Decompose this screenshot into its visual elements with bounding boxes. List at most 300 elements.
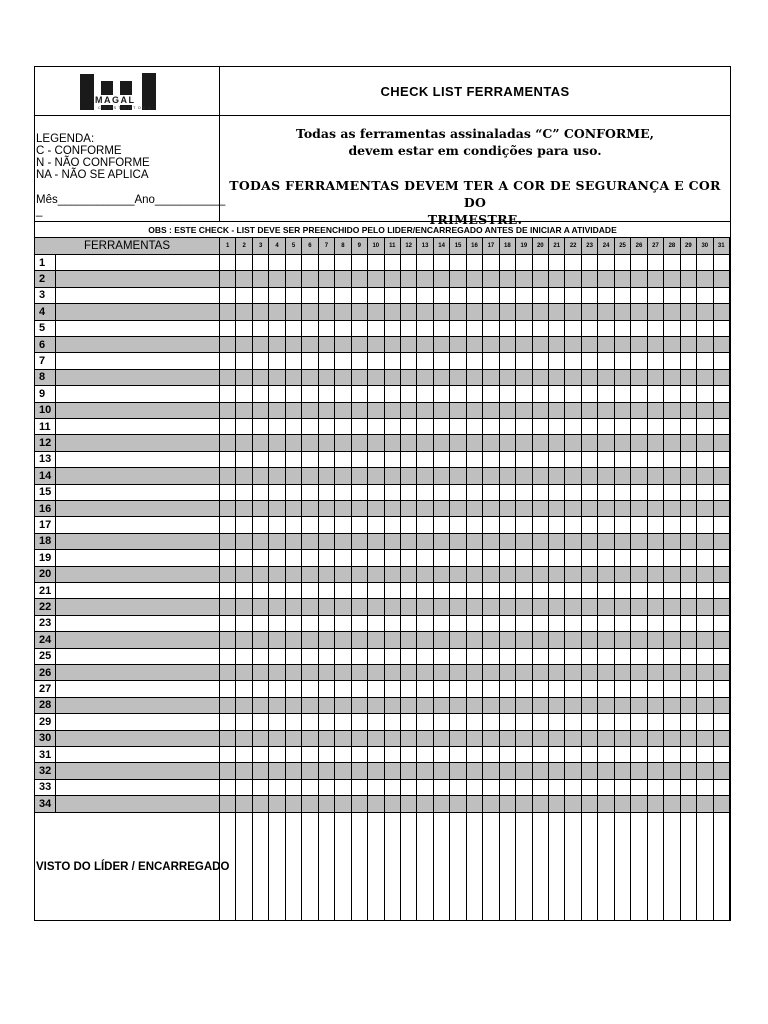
- day-check-cell[interactable]: [714, 353, 730, 368]
- day-check-cell[interactable]: [648, 550, 664, 565]
- day-check-cell[interactable]: [236, 698, 252, 713]
- tool-name-cell[interactable]: [56, 665, 220, 680]
- day-check-cell[interactable]: [500, 271, 516, 286]
- day-check-cell[interactable]: [450, 337, 466, 352]
- day-check-cell[interactable]: [302, 403, 318, 418]
- day-check-cell[interactable]: [335, 403, 351, 418]
- day-check-cell[interactable]: [302, 485, 318, 500]
- day-check-cell[interactable]: [417, 550, 433, 565]
- day-check-cell[interactable]: [401, 370, 417, 385]
- day-check-cell[interactable]: [582, 386, 598, 401]
- day-check-cell[interactable]: [319, 517, 335, 532]
- day-check-cell[interactable]: [335, 304, 351, 319]
- day-check-cell[interactable]: [516, 583, 532, 598]
- signature-cell[interactable]: [417, 812, 433, 921]
- day-check-cell[interactable]: [648, 796, 664, 811]
- day-check-cell[interactable]: [236, 796, 252, 811]
- day-check-cell[interactable]: [385, 517, 401, 532]
- day-check-cell[interactable]: [269, 632, 285, 647]
- day-check-cell[interactable]: [714, 681, 730, 696]
- day-check-cell[interactable]: [549, 485, 565, 500]
- day-check-cell[interactable]: [565, 665, 581, 680]
- day-check-cell[interactable]: [286, 419, 302, 434]
- day-check-cell[interactable]: [368, 763, 384, 778]
- signature-cell[interactable]: [697, 812, 713, 921]
- day-check-cell[interactable]: [582, 714, 598, 729]
- day-check-cell[interactable]: [631, 698, 647, 713]
- day-check-cell[interactable]: [714, 485, 730, 500]
- day-check-cell[interactable]: [697, 337, 713, 352]
- day-check-cell[interactable]: [681, 583, 697, 598]
- day-check-cell[interactable]: [483, 337, 499, 352]
- day-check-cell[interactable]: [450, 632, 466, 647]
- day-check-cell[interactable]: [302, 632, 318, 647]
- day-check-cell[interactable]: [697, 616, 713, 631]
- day-check-cell[interactable]: [269, 763, 285, 778]
- day-check-cell[interactable]: [450, 796, 466, 811]
- day-check-cell[interactable]: [648, 337, 664, 352]
- day-check-cell[interactable]: [385, 468, 401, 483]
- day-check-cell[interactable]: [565, 599, 581, 614]
- day-check-cell[interactable]: [500, 403, 516, 418]
- day-check-cell[interactable]: [368, 517, 384, 532]
- day-check-cell[interactable]: [220, 632, 236, 647]
- day-check-cell[interactable]: [319, 616, 335, 631]
- day-check-cell[interactable]: [401, 304, 417, 319]
- day-check-cell[interactable]: [368, 419, 384, 434]
- signature-cell[interactable]: [401, 812, 417, 921]
- day-check-cell[interactable]: [335, 501, 351, 516]
- day-check-cell[interactable]: [352, 321, 368, 336]
- day-check-cell[interactable]: [615, 255, 631, 270]
- day-check-cell[interactable]: [467, 632, 483, 647]
- day-check-cell[interactable]: [401, 271, 417, 286]
- day-check-cell[interactable]: [417, 698, 433, 713]
- day-check-cell[interactable]: [269, 731, 285, 746]
- day-check-cell[interactable]: [648, 681, 664, 696]
- day-check-cell[interactable]: [401, 255, 417, 270]
- day-check-cell[interactable]: [681, 501, 697, 516]
- day-check-cell[interactable]: [385, 370, 401, 385]
- day-check-cell[interactable]: [631, 468, 647, 483]
- day-check-cell[interactable]: [450, 567, 466, 582]
- day-check-cell[interactable]: [533, 599, 549, 614]
- tool-name-cell[interactable]: [56, 649, 220, 664]
- day-check-cell[interactable]: [664, 747, 680, 762]
- day-check-cell[interactable]: [549, 501, 565, 516]
- day-check-cell[interactable]: [631, 649, 647, 664]
- day-check-cell[interactable]: [335, 337, 351, 352]
- tool-name-cell[interactable]: [56, 271, 220, 286]
- day-check-cell[interactable]: [631, 780, 647, 795]
- day-check-cell[interactable]: [598, 468, 614, 483]
- day-check-cell[interactable]: [516, 271, 532, 286]
- day-check-cell[interactable]: [302, 550, 318, 565]
- day-check-cell[interactable]: [385, 665, 401, 680]
- day-check-cell[interactable]: [565, 370, 581, 385]
- day-check-cell[interactable]: [253, 616, 269, 631]
- day-check-cell[interactable]: [648, 599, 664, 614]
- day-check-cell[interactable]: [417, 599, 433, 614]
- day-check-cell[interactable]: [302, 255, 318, 270]
- day-check-cell[interactable]: [417, 386, 433, 401]
- day-check-cell[interactable]: [533, 649, 549, 664]
- day-check-cell[interactable]: [565, 271, 581, 286]
- day-check-cell[interactable]: [631, 599, 647, 614]
- day-check-cell[interactable]: [286, 550, 302, 565]
- day-check-cell[interactable]: [681, 468, 697, 483]
- day-check-cell[interactable]: [450, 353, 466, 368]
- day-check-cell[interactable]: [335, 468, 351, 483]
- day-check-cell[interactable]: [385, 321, 401, 336]
- day-check-cell[interactable]: [631, 485, 647, 500]
- day-check-cell[interactable]: [648, 321, 664, 336]
- day-check-cell[interactable]: [417, 534, 433, 549]
- signature-cell[interactable]: [220, 812, 236, 921]
- day-check-cell[interactable]: [483, 698, 499, 713]
- day-check-cell[interactable]: [450, 698, 466, 713]
- day-check-cell[interactable]: [533, 763, 549, 778]
- day-check-cell[interactable]: [368, 616, 384, 631]
- day-check-cell[interactable]: [549, 452, 565, 467]
- day-check-cell[interactable]: [631, 370, 647, 385]
- day-check-cell[interactable]: [269, 665, 285, 680]
- day-check-cell[interactable]: [335, 583, 351, 598]
- day-check-cell[interactable]: [385, 419, 401, 434]
- day-check-cell[interactable]: [434, 403, 450, 418]
- day-check-cell[interactable]: [352, 567, 368, 582]
- day-check-cell[interactable]: [500, 698, 516, 713]
- day-check-cell[interactable]: [269, 681, 285, 696]
- day-check-cell[interactable]: [697, 567, 713, 582]
- signature-cell[interactable]: [533, 812, 549, 921]
- day-check-cell[interactable]: [483, 583, 499, 598]
- day-check-cell[interactable]: [500, 583, 516, 598]
- day-check-cell[interactable]: [500, 681, 516, 696]
- day-check-cell[interactable]: [385, 731, 401, 746]
- day-check-cell[interactable]: [401, 632, 417, 647]
- day-check-cell[interactable]: [417, 403, 433, 418]
- day-check-cell[interactable]: [681, 567, 697, 582]
- day-check-cell[interactable]: [236, 780, 252, 795]
- day-check-cell[interactable]: [598, 681, 614, 696]
- day-check-cell[interactable]: [352, 271, 368, 286]
- day-check-cell[interactable]: [352, 485, 368, 500]
- day-check-cell[interactable]: [385, 780, 401, 795]
- day-check-cell[interactable]: [615, 271, 631, 286]
- day-check-cell[interactable]: [664, 567, 680, 582]
- day-check-cell[interactable]: [697, 304, 713, 319]
- day-check-cell[interactable]: [631, 452, 647, 467]
- day-check-cell[interactable]: [516, 665, 532, 680]
- day-check-cell[interactable]: [582, 517, 598, 532]
- day-check-cell[interactable]: [681, 288, 697, 303]
- day-check-cell[interactable]: [401, 747, 417, 762]
- day-check-cell[interactable]: [697, 714, 713, 729]
- day-check-cell[interactable]: [417, 517, 433, 532]
- day-check-cell[interactable]: [664, 796, 680, 811]
- day-check-cell[interactable]: [631, 419, 647, 434]
- day-check-cell[interactable]: [269, 583, 285, 598]
- day-check-cell[interactable]: [714, 321, 730, 336]
- day-check-cell[interactable]: [236, 731, 252, 746]
- tool-name-cell[interactable]: [56, 403, 220, 418]
- day-check-cell[interactable]: [533, 698, 549, 713]
- day-check-cell[interactable]: [483, 452, 499, 467]
- day-check-cell[interactable]: [598, 763, 614, 778]
- day-check-cell[interactable]: [714, 599, 730, 614]
- day-check-cell[interactable]: [565, 353, 581, 368]
- day-check-cell[interactable]: [368, 288, 384, 303]
- day-check-cell[interactable]: [352, 386, 368, 401]
- day-check-cell[interactable]: [582, 665, 598, 680]
- day-check-cell[interactable]: [368, 435, 384, 450]
- day-check-cell[interactable]: [648, 665, 664, 680]
- day-check-cell[interactable]: [368, 304, 384, 319]
- day-check-cell[interactable]: [714, 452, 730, 467]
- day-check-cell[interactable]: [483, 419, 499, 434]
- day-check-cell[interactable]: [385, 501, 401, 516]
- day-check-cell[interactable]: [450, 386, 466, 401]
- day-check-cell[interactable]: [714, 763, 730, 778]
- day-check-cell[interactable]: [385, 583, 401, 598]
- day-check-cell[interactable]: [483, 796, 499, 811]
- day-check-cell[interactable]: [319, 796, 335, 811]
- day-check-cell[interactable]: [483, 403, 499, 418]
- day-check-cell[interactable]: [417, 271, 433, 286]
- day-check-cell[interactable]: [269, 255, 285, 270]
- day-check-cell[interactable]: [220, 435, 236, 450]
- day-check-cell[interactable]: [483, 681, 499, 696]
- day-check-cell[interactable]: [483, 353, 499, 368]
- day-check-cell[interactable]: [631, 353, 647, 368]
- day-check-cell[interactable]: [681, 534, 697, 549]
- day-check-cell[interactable]: [253, 567, 269, 582]
- day-check-cell[interactable]: [417, 337, 433, 352]
- day-check-cell[interactable]: [352, 714, 368, 729]
- day-check-cell[interactable]: [598, 517, 614, 532]
- signature-cell[interactable]: [714, 812, 730, 921]
- day-check-cell[interactable]: [533, 370, 549, 385]
- day-check-cell[interactable]: [269, 271, 285, 286]
- day-check-cell[interactable]: [335, 435, 351, 450]
- day-check-cell[interactable]: [401, 534, 417, 549]
- day-check-cell[interactable]: [697, 386, 713, 401]
- day-check-cell[interactable]: [319, 501, 335, 516]
- day-check-cell[interactable]: [269, 321, 285, 336]
- day-check-cell[interactable]: [450, 599, 466, 614]
- day-check-cell[interactable]: [648, 616, 664, 631]
- day-check-cell[interactable]: [681, 321, 697, 336]
- day-check-cell[interactable]: [434, 386, 450, 401]
- day-check-cell[interactable]: [434, 452, 450, 467]
- day-check-cell[interactable]: [615, 501, 631, 516]
- day-check-cell[interactable]: [401, 337, 417, 352]
- day-check-cell[interactable]: [516, 534, 532, 549]
- day-check-cell[interactable]: [467, 583, 483, 598]
- day-check-cell[interactable]: [615, 763, 631, 778]
- day-check-cell[interactable]: [368, 353, 384, 368]
- day-check-cell[interactable]: [467, 550, 483, 565]
- day-check-cell[interactable]: [368, 649, 384, 664]
- day-check-cell[interactable]: [417, 714, 433, 729]
- day-check-cell[interactable]: [533, 616, 549, 631]
- day-check-cell[interactable]: [648, 747, 664, 762]
- day-check-cell[interactable]: [220, 616, 236, 631]
- day-check-cell[interactable]: [664, 731, 680, 746]
- day-check-cell[interactable]: [401, 599, 417, 614]
- day-check-cell[interactable]: [253, 321, 269, 336]
- day-check-cell[interactable]: [417, 583, 433, 598]
- day-check-cell[interactable]: [401, 698, 417, 713]
- day-check-cell[interactable]: [417, 501, 433, 516]
- day-check-cell[interactable]: [385, 452, 401, 467]
- day-check-cell[interactable]: [615, 616, 631, 631]
- day-check-cell[interactable]: [565, 501, 581, 516]
- day-check-cell[interactable]: [598, 337, 614, 352]
- day-check-cell[interactable]: [549, 255, 565, 270]
- day-check-cell[interactable]: [533, 271, 549, 286]
- day-check-cell[interactable]: [631, 321, 647, 336]
- day-check-cell[interactable]: [269, 501, 285, 516]
- day-check-cell[interactable]: [352, 370, 368, 385]
- day-check-cell[interactable]: [467, 304, 483, 319]
- day-check-cell[interactable]: [516, 747, 532, 762]
- day-check-cell[interactable]: [615, 517, 631, 532]
- day-check-cell[interactable]: [385, 403, 401, 418]
- day-check-cell[interactable]: [385, 763, 401, 778]
- day-check-cell[interactable]: [368, 567, 384, 582]
- day-check-cell[interactable]: [368, 599, 384, 614]
- day-check-cell[interactable]: [335, 255, 351, 270]
- day-check-cell[interactable]: [319, 370, 335, 385]
- day-check-cell[interactable]: [269, 353, 285, 368]
- day-check-cell[interactable]: [664, 534, 680, 549]
- day-check-cell[interactable]: [450, 485, 466, 500]
- day-check-cell[interactable]: [220, 534, 236, 549]
- day-check-cell[interactable]: [269, 714, 285, 729]
- day-check-cell[interactable]: [615, 599, 631, 614]
- day-check-cell[interactable]: [500, 550, 516, 565]
- day-check-cell[interactable]: [401, 386, 417, 401]
- day-check-cell[interactable]: [319, 731, 335, 746]
- day-check-cell[interactable]: [253, 599, 269, 614]
- tool-name-cell[interactable]: [56, 501, 220, 516]
- day-check-cell[interactable]: [516, 550, 532, 565]
- day-check-cell[interactable]: [450, 763, 466, 778]
- signature-cell[interactable]: [450, 812, 466, 921]
- day-check-cell[interactable]: [467, 517, 483, 532]
- day-check-cell[interactable]: [615, 370, 631, 385]
- day-check-cell[interactable]: [253, 337, 269, 352]
- tool-name-cell[interactable]: [56, 468, 220, 483]
- day-check-cell[interactable]: [385, 304, 401, 319]
- day-check-cell[interactable]: [401, 288, 417, 303]
- tool-name-cell[interactable]: [56, 747, 220, 762]
- day-check-cell[interactable]: [302, 304, 318, 319]
- day-check-cell[interactable]: [697, 681, 713, 696]
- tool-name-cell[interactable]: [56, 419, 220, 434]
- day-check-cell[interactable]: [450, 271, 466, 286]
- day-check-cell[interactable]: [450, 583, 466, 598]
- day-check-cell[interactable]: [664, 452, 680, 467]
- day-check-cell[interactable]: [269, 370, 285, 385]
- day-check-cell[interactable]: [565, 517, 581, 532]
- day-check-cell[interactable]: [434, 468, 450, 483]
- day-check-cell[interactable]: [352, 681, 368, 696]
- day-check-cell[interactable]: [302, 731, 318, 746]
- day-check-cell[interactable]: [681, 337, 697, 352]
- day-check-cell[interactable]: [516, 517, 532, 532]
- day-check-cell[interactable]: [598, 698, 614, 713]
- day-check-cell[interactable]: [401, 468, 417, 483]
- day-check-cell[interactable]: [286, 567, 302, 582]
- day-check-cell[interactable]: [236, 681, 252, 696]
- day-check-cell[interactable]: [533, 747, 549, 762]
- day-check-cell[interactable]: [220, 271, 236, 286]
- tool-name-cell[interactable]: [56, 796, 220, 811]
- day-check-cell[interactable]: [401, 731, 417, 746]
- day-check-cell[interactable]: [598, 567, 614, 582]
- day-check-cell[interactable]: [565, 321, 581, 336]
- day-check-cell[interactable]: [648, 780, 664, 795]
- day-check-cell[interactable]: [319, 632, 335, 647]
- day-check-cell[interactable]: [319, 288, 335, 303]
- day-check-cell[interactable]: [335, 747, 351, 762]
- day-check-cell[interactable]: [648, 698, 664, 713]
- day-check-cell[interactable]: [598, 616, 614, 631]
- day-check-cell[interactable]: [500, 353, 516, 368]
- signature-cell[interactable]: [500, 812, 516, 921]
- day-check-cell[interactable]: [319, 485, 335, 500]
- day-check-cell[interactable]: [352, 419, 368, 434]
- day-check-cell[interactable]: [352, 632, 368, 647]
- day-check-cell[interactable]: [401, 321, 417, 336]
- day-check-cell[interactable]: [582, 255, 598, 270]
- day-check-cell[interactable]: [352, 698, 368, 713]
- day-check-cell[interactable]: [269, 452, 285, 467]
- day-check-cell[interactable]: [483, 731, 499, 746]
- day-check-cell[interactable]: [648, 288, 664, 303]
- day-check-cell[interactable]: [253, 288, 269, 303]
- day-check-cell[interactable]: [697, 550, 713, 565]
- day-check-cell[interactable]: [664, 583, 680, 598]
- day-check-cell[interactable]: [615, 452, 631, 467]
- day-check-cell[interactable]: [467, 665, 483, 680]
- day-check-cell[interactable]: [467, 763, 483, 778]
- day-check-cell[interactable]: [681, 632, 697, 647]
- day-check-cell[interactable]: [714, 583, 730, 598]
- day-check-cell[interactable]: [286, 468, 302, 483]
- day-check-cell[interactable]: [697, 501, 713, 516]
- day-check-cell[interactable]: [253, 468, 269, 483]
- day-check-cell[interactable]: [368, 583, 384, 598]
- day-check-cell[interactable]: [352, 304, 368, 319]
- day-check-cell[interactable]: [302, 714, 318, 729]
- day-check-cell[interactable]: [582, 534, 598, 549]
- day-check-cell[interactable]: [302, 665, 318, 680]
- day-check-cell[interactable]: [385, 796, 401, 811]
- day-check-cell[interactable]: [335, 517, 351, 532]
- day-check-cell[interactable]: [401, 714, 417, 729]
- day-check-cell[interactable]: [434, 567, 450, 582]
- day-check-cell[interactable]: [253, 681, 269, 696]
- day-check-cell[interactable]: [450, 550, 466, 565]
- day-check-cell[interactable]: [269, 517, 285, 532]
- day-check-cell[interactable]: [664, 714, 680, 729]
- day-check-cell[interactable]: [697, 468, 713, 483]
- day-check-cell[interactable]: [516, 304, 532, 319]
